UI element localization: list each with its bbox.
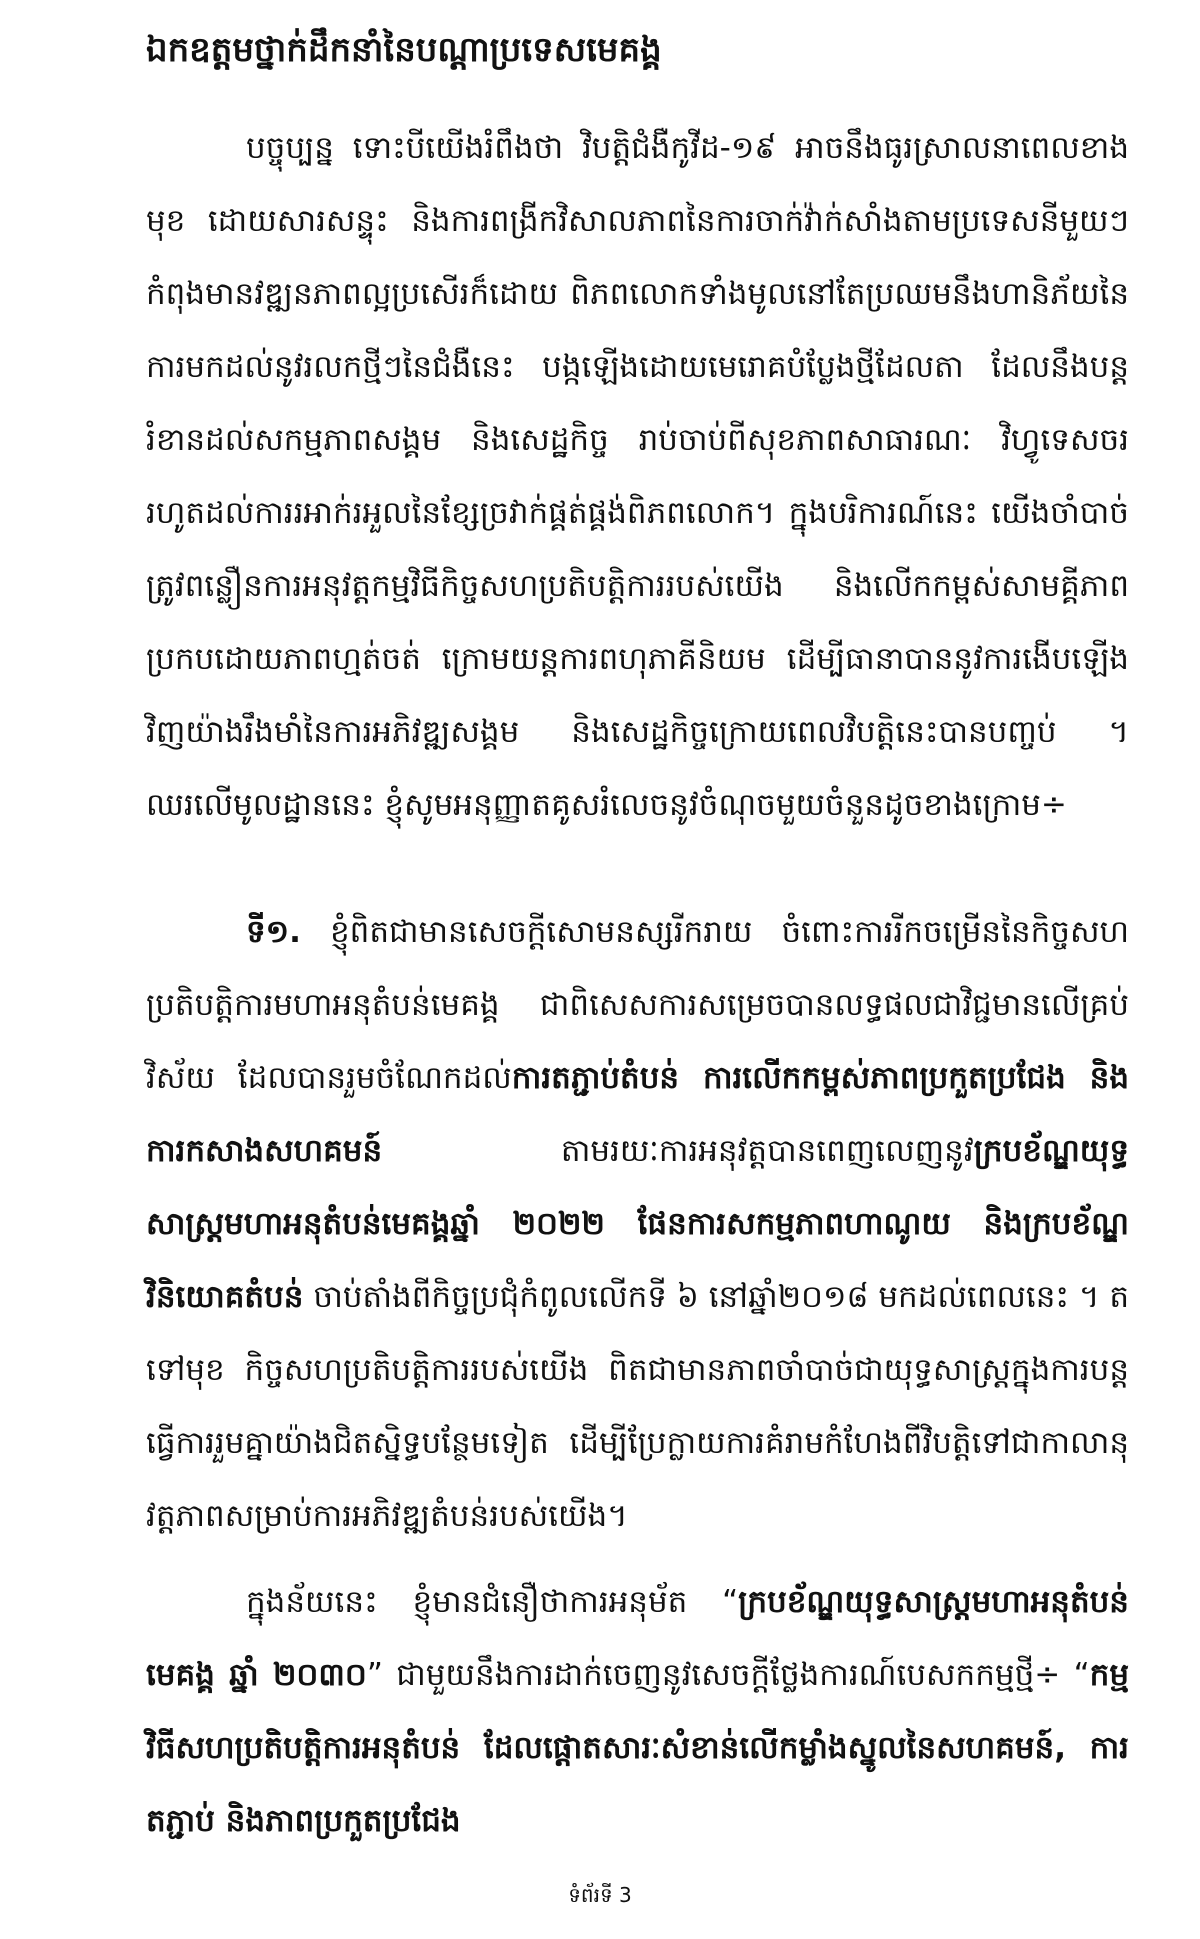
point-one-text-c: ចាប់តាំងពីកិច្ចប្រជុំកំពូលលើកទី ៦ នៅឆ្នាំ២០១៨ មកដល់ពេលនេះ ។ តទៅមុខ កិច្ចសហប្រតិបត្តិការរបស់យើង ពិតជាមានភាពចាំបាច់ជាយុទ្ធសាស្ត្រក្នុងការបន្តធ្វើការរួមគ្នាយ៉ាងជិតស្និទ្ធបន្ថែមទៀត ដើម្បីប្រែក្លាយការគំរាមកំហែងពីវិបត្តិទៅជាកាលានុវត្តភាពសម្រាប់ការអភិវឌ្ឍតំបន់របស់យើង។ xyxy=(146,1279,1129,1534)
paragraph-intro-text: បច្ចុប្បន្ន ទោះបីយើងរំពឹងថា វិបត្តិជំងឺកូវីដ-១៩ អាចនឹងធូរស្រាលនាពេលខាងមុខ ដោយសារសន្ទុះ និងការពង្រីកវិសាលភាពនៃការចាក់វ៉ាក់សាំងតាមប្រទេសនីមួយៗកំពុងមានវឌ្ឍនភាពល្អប្រសើរក៏ដោយ ពិភពលោកទាំងមូលនៅតែប្រឈមនឹងហានិភ័យនៃការមកដល់នូវរលកថ្មីៗនៃជំងឺនេះ បង្កឡើងដោយមេរោគបំប្លែងថ្មីដែលតា ដែលនឹងបន្តរំខានដល់សកម្មភាពសង្គម និងសេដ្ឋកិច្ច រាប់ចាប់ពីសុខភាពសាធារណៈ វិហ្វូទេសចរ រហូតដល់ការរអាក់រអួលនៃខ្សែច្រវាក់ផ្គត់ផ្គង់ពិភពលោក។ ក្នុងបរិការណ៍នេះ យើងចាំបាច់ត្រូវពន្លឿនការអនុវត្តកម្មវិធីកិច្ចសហប្រតិបត្តិការរបស់យើង និងលើកកម្ពស់សាមគ្គីភាពប្រកបដោយភាពហ្មត់ចត់ ក្រោមយន្តការពហុភាគីនិយម ដើម្បីធានាបាននូវការងើបឡើងវិញយ៉ាងរឹងមាំនៃការអភិវឌ្ឍសង្គម និងសេដ្ឋកិច្ចក្រោយពេលវិបត្តិនេះបានបញ្ចប់ ។ ឈរលើមូលដ្ឋាននេះ ខ្ញុំសូមអនុញ្ញាតគូសរំលេចនូវចំណុចមួយចំនួនដូចខាងក្រោម÷ xyxy=(146,130,1129,823)
framework-emphasis-a: ក្របខ័ណ្ឌយុទ្ធសាស្ត្រមហាអនុតំបន់មេគង្គ ឆ្នាំ ២០៣០ xyxy=(146,1584,1129,1693)
document-heading: ឯកឧត្តមថ្នាក់ដឹកនាំនៃបណ្ដាប្រទេសមេគង្គ xyxy=(146,30,662,70)
framework-emphasis-b: កម្មវិធីសហប្រតិបត្តិការអនុតំបន់ ដែលផ្ដោតសារៈសំខាន់លើកម្លាំងស្នូលនៃសហគមន៍, ការតភ្ជាប់ និងភាពប្រកួតប្រជែង xyxy=(146,1657,1129,1839)
point-one-text-b: តាមរយៈការអនុវត្តបានពេញលេញនូវ xyxy=(560,1133,974,1169)
page-number: ទំព័រទី 3 xyxy=(568,1883,632,1907)
point-one-emphasis-b: ក្របខ័ណ្ឌយុទ្ធសាស្ត្រមហាអនុតំបន់មេគង្គឆ្នាំ ២០២២ ផែនការសកម្មភាពហាណូយ និងក្របខ័ណ្ឌវិនិយោគតំបន់ xyxy=(146,1133,1129,1315)
point-one-text-a: ខ្ញុំពិតជាមានសេចក្ដីសោមនស្សរីករាយ ចំពោះការរីកចម្រើននៃកិច្ចសហប្រតិបត្តិការមហាអនុតំបន់មេគង្គ ជាពិសេសការសម្រេចបានលទ្ធផលជាវិជ្ជមានលើគ្រប់វិស័យ ដែលបានរួមចំណែកដល់ xyxy=(146,914,1130,1096)
paragraph-point-one xyxy=(146,896,1129,1546)
framework-text-a: ក្នុងន័យនេះ ខ្ញុំមានជំនឿថាការអនុម័ត “ xyxy=(246,1584,739,1620)
point-one-label: ទី១. xyxy=(246,914,301,950)
paragraph-framework xyxy=(146,1566,1129,1839)
point-one-emphasis-a: ការតភ្ជាប់តំបន់ ការលើកកម្ពស់ភាពប្រកួតប្រជែង និងការកសាងសហគមន៍ xyxy=(146,1060,1130,1169)
framework-text-b: ” ជាមួយនឹងការដាក់ចេញនូវសេចក្ដីថ្លែងការណ៍បេសកកម្មថ្មី÷ “ xyxy=(366,1657,1090,1693)
paragraph-intro xyxy=(146,112,1129,872)
